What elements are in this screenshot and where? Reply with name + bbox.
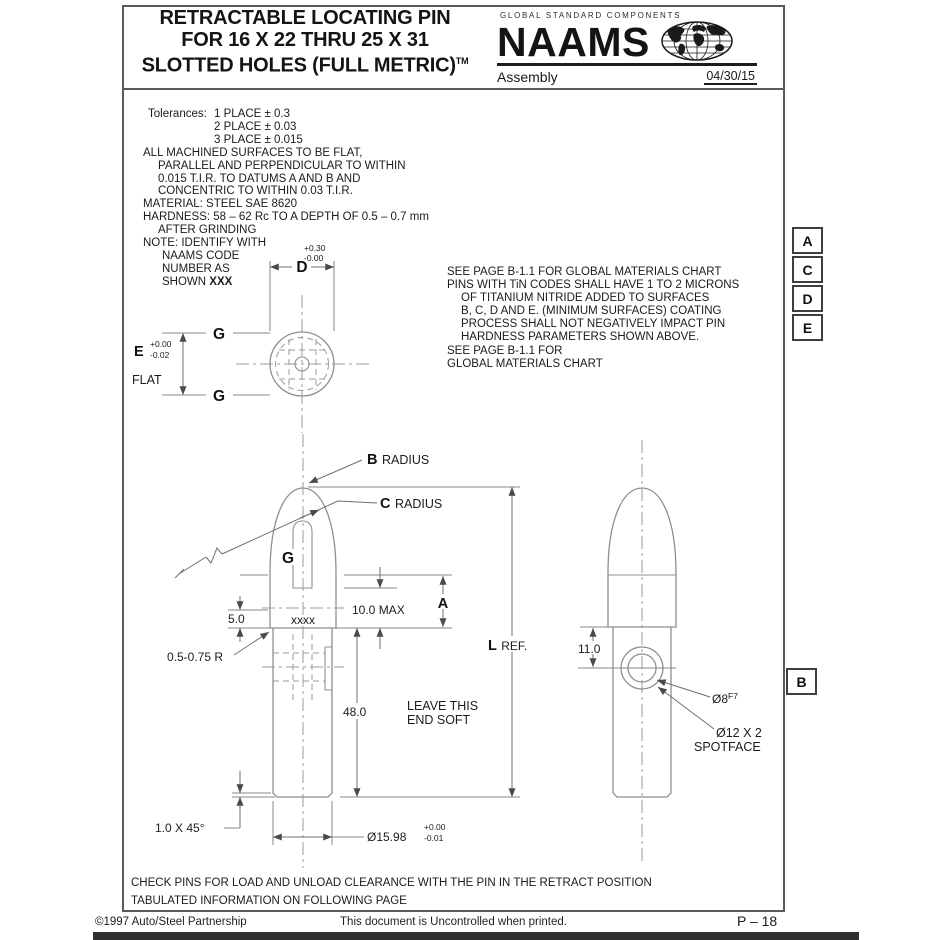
datum-box-a: A (792, 227, 823, 254)
dia-tolerance-minus: -0.01 (424, 833, 444, 843)
trademark-symbol: TM (455, 56, 469, 66)
dim-g-bottom-label: G (212, 388, 226, 405)
front-view (155, 434, 535, 868)
hardness-note-1: HARDNESS: 58 – 62 Rc TO A DEPTH OF 0.5 – 0.7 mm (143, 211, 429, 224)
side-head-outline (608, 488, 676, 627)
materials-note-2: PINS WITH TiN CODES SHALL HAVE 1 TO 2 MICRONS (447, 279, 740, 292)
materials-note-6: HARDNESS PARAMETERS SHOWN ABOVE. (461, 331, 700, 344)
b-radius-label: B RADIUS (367, 452, 430, 468)
bottom-scan-bar (93, 932, 859, 940)
corner-radius-label: 0.5-0.75 R (167, 650, 224, 664)
machined-note-2: PARALLEL AND PERPENDICULAR TO WITHIN (158, 159, 406, 172)
spotface-label: SPOTFACE (694, 740, 761, 754)
tolerances-label: Tolerances: (148, 108, 207, 120)
dim-5-label: 5.0 (228, 612, 245, 626)
title-line-3: SLOTTED HOLES (FULL METRIC)™ (141, 54, 469, 77)
brand-subtitle: Assembly (497, 69, 558, 85)
dia8-leader (657, 680, 710, 697)
e-tolerance-minus: -0.02 (150, 350, 170, 360)
leave-soft-line1: LEAVE THIS (407, 699, 479, 713)
dim-d-label: D (296, 259, 308, 276)
chamfer-label: 1.0 X 45° (155, 821, 205, 835)
id-note-4: SHOWN XXX (162, 275, 233, 288)
hardness-note-2: AFTER GRINDING (158, 224, 257, 237)
dia12-label: Ø12 X 2 (716, 726, 762, 740)
d-tolerance-plus: +0.30 (304, 243, 326, 253)
drawing-title (126, 8, 484, 77)
materials-note-7: SEE PAGE B-1.1 FOR (447, 344, 563, 357)
brand-row (497, 20, 765, 63)
dim-11-label: 11.0 (578, 642, 601, 656)
brand-tagline: GLOBAL STANDARD COMPONENTS (500, 11, 682, 20)
leader-end-tick (175, 569, 184, 578)
uncontrolled-text: This document is Uncontrolled when printed. (340, 916, 567, 928)
datum-box-e: E (792, 314, 823, 341)
title-block (124, 7, 783, 90)
id-note-3: NUMBER AS (162, 262, 230, 275)
d-tolerance-minus: -0.00 (304, 253, 324, 263)
id-stamp-label: xxxx (291, 613, 315, 627)
e-tolerance-plus: +0.00 (150, 339, 172, 349)
bottom-notes (131, 875, 652, 910)
corner-radius-leader (234, 632, 269, 655)
general-notes (143, 108, 429, 289)
dim-a-label: A (437, 596, 449, 612)
machined-note-1: ALL MACHINED SURFACES TO BE FLAT, (143, 146, 363, 159)
dia-tolerance-plus: +0.00 (424, 822, 446, 832)
leave-soft-line2: END SOFT (407, 713, 471, 727)
xxx-code: XXX (209, 275, 233, 288)
dia12-leader (658, 687, 714, 729)
dia8-label: $Ø8^{F7}$ (712, 691, 738, 706)
tolerances-line-3: 3 PLACE ± 0.015 (214, 133, 303, 146)
materials-notes (447, 266, 739, 371)
flat-label: FLAT (132, 373, 162, 387)
machined-note-3: 0.015 T.I.R. TO DATUMS A AND B AND (158, 172, 361, 185)
materials-note-8: GLOBAL MATERIALS CHART (447, 357, 603, 370)
check-pins-note: CHECK PINS FOR LOAD AND UNLOAD CLEARANCE WITH THE PIN IN THE RETRACT POSITION (131, 877, 652, 889)
materials-note-1: SEE PAGE B-1.1 FOR GLOBAL MATERIALS CHART (447, 266, 722, 278)
side-view (578, 440, 762, 862)
materials-note-4: B, C, D AND E. (MINIMUM SURFACES) COATING (461, 305, 722, 318)
tabulated-note: TABULATED INFORMATION ON FOLLOWING PAGE (131, 894, 407, 907)
id-note-1: NOTE: IDENTIFY WITH (143, 237, 267, 250)
chamfer-ext-lines (232, 793, 275, 797)
revision-date: 04/30/15 (706, 69, 755, 83)
globe-icon (660, 20, 734, 62)
dim-e-label: E (134, 344, 144, 360)
machined-note-4: CONCENTRIC TO WITHIN 0.03 T.I.R. (158, 185, 353, 198)
dim-g-top-label: G (212, 326, 226, 343)
title-line-2: FOR 16 X 22 THRU 25 X 31 (181, 28, 429, 51)
datum-box-c: C (792, 256, 823, 283)
c-radius-label: C RADIUS (380, 496, 443, 512)
tolerances-line-2: 2 PLACE ± 0.03 (214, 120, 297, 133)
page-number: P – 18 (737, 913, 778, 929)
datum-box-b: B (786, 668, 817, 695)
dim-l-ref-label: L REF. (488, 638, 528, 654)
dim-48-label: 48.0 (343, 705, 367, 719)
brand-name: NAAMS (497, 18, 650, 65)
line-break-symbol (206, 548, 222, 563)
title-line-1: RETRACTABLE LOCATING PIN (159, 7, 451, 29)
materials-note-3: OF TITANIUM NITRIDE ADDED TO SURFACES (461, 292, 710, 305)
shaft-notch (325, 647, 332, 690)
id-note-2: NAAMS CODE (162, 249, 240, 262)
c-radius-leader (179, 501, 377, 574)
datum-box-d: D (792, 285, 823, 312)
dim-10max-label: 10.0 MAX (352, 603, 405, 617)
b-radius-leader (309, 460, 362, 483)
tolerances-line-1: Tolerances: 1 PLACE ± 0.3 (148, 108, 290, 120)
dia-label: Ø15.98 (367, 830, 407, 844)
materials-note-5: PROCESS SHALL NOT NEGATIVELY IMPACT PIN (461, 318, 726, 331)
naams-logo-block (497, 11, 765, 85)
g-slot-label: G (281, 550, 295, 567)
material-note: MATERIAL: STEEL SAE 8620 (143, 198, 298, 211)
copyright-text: ©1997 Auto/Steel Partnership (95, 916, 247, 928)
